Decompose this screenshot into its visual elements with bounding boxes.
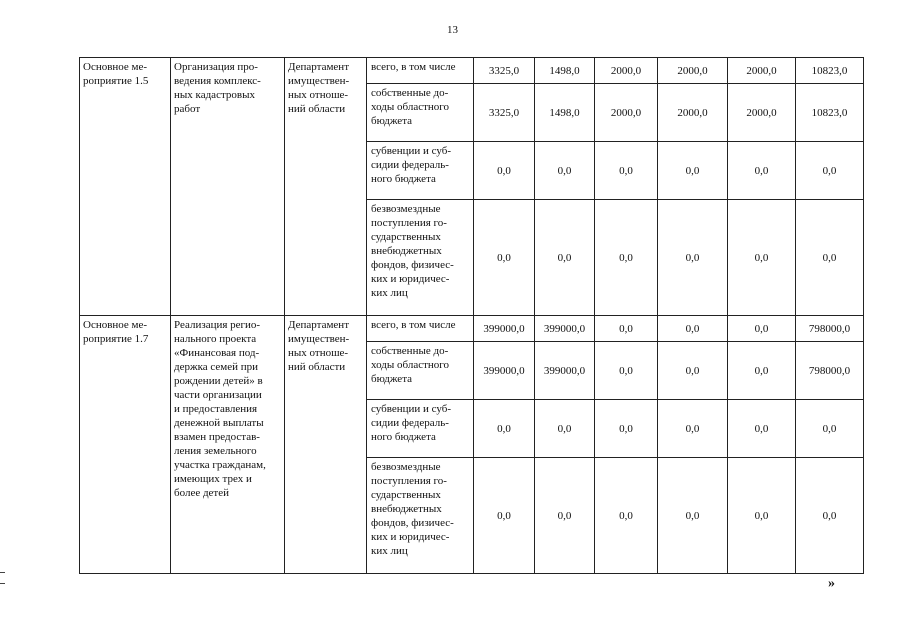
amount-cell: 399000,0 — [535, 342, 595, 400]
amount-cell: 0,0 — [728, 342, 796, 400]
amount-cell: 0,0 — [796, 458, 864, 574]
amount-cell: 0,0 — [796, 200, 864, 316]
funding-source-cell: собственные до- ходы областного бюджета — [367, 84, 474, 142]
amount-cell: 3325,0 — [474, 84, 535, 142]
amount-cell: 0,0 — [728, 400, 796, 458]
page-number: 13 — [447, 24, 458, 36]
amount-cell: 0,0 — [595, 400, 658, 458]
amount-cell: 0,0 — [658, 316, 728, 342]
amount-cell: 0,0 — [658, 200, 728, 316]
funding-source-cell: всего, в том числе — [367, 316, 474, 342]
executor-cell: Департамент имуществен- ных отноше- ний области — [285, 316, 367, 574]
table-row — [80, 316, 864, 342]
amount-cell: 2000,0 — [658, 84, 728, 142]
table-row — [80, 58, 864, 84]
amount-cell: 2000,0 — [658, 58, 728, 84]
amount-cell: 0,0 — [595, 316, 658, 342]
amount-cell: 10823,0 — [796, 84, 864, 142]
amount-cell: 1498,0 — [535, 84, 595, 142]
amount-cell: 0,0 — [658, 400, 728, 458]
amount-cell: 1498,0 — [535, 58, 595, 84]
measure-name-cell: Организация про- ведения комплекс- ных кадастровых работ — [171, 58, 285, 316]
amount-cell: 0,0 — [728, 200, 796, 316]
amount-cell: 399000,0 — [474, 316, 535, 342]
amount-cell: 0,0 — [796, 400, 864, 458]
margin-mark — [0, 583, 5, 584]
amount-cell: 0,0 — [535, 458, 595, 574]
measure-name-cell: Реализация регио- нального проекта «Финансовая под- держка семей при рождении детей» в части организации и предоставления денежной выплаты взамен предостав- ления земельного участка гражданам, имеющих трех и более детей — [171, 316, 285, 574]
amount-cell: 2000,0 — [728, 58, 796, 84]
funding-source-cell: субвенции и суб- сидии федераль- ного бюджета — [367, 400, 474, 458]
measure-cell: Основное ме- роприятие 1.7 — [80, 316, 171, 574]
amount-cell: 0,0 — [535, 142, 595, 200]
budget-table-body — [80, 58, 864, 574]
amount-cell: 0,0 — [474, 200, 535, 316]
closing-quote: » — [828, 576, 835, 591]
executor-cell: Департамент имуществен- ных отноше- ний области — [285, 58, 367, 316]
amount-cell: 798000,0 — [796, 342, 864, 400]
amount-cell: 0,0 — [595, 342, 658, 400]
funding-source-cell: всего, в том числе — [367, 58, 474, 84]
amount-cell: 0,0 — [474, 458, 535, 574]
measure-cell: Основное ме- роприятие 1.5 — [80, 58, 171, 316]
funding-source-cell: собственные до- ходы областного бюджета — [367, 342, 474, 400]
amount-cell: 3325,0 — [474, 58, 535, 84]
amount-cell: 0,0 — [658, 458, 728, 574]
amount-cell: 0,0 — [728, 458, 796, 574]
amount-cell: 0,0 — [474, 142, 535, 200]
funding-source-cell: безвозмездные поступления го- сударственных внебюджетных фондов, физичес- ких и юридичес- ких лиц — [367, 458, 474, 574]
amount-cell: 0,0 — [595, 200, 658, 316]
amount-cell: 2000,0 — [595, 84, 658, 142]
margin-mark — [0, 572, 5, 573]
budget-table — [79, 57, 864, 574]
amount-cell: 798000,0 — [796, 316, 864, 342]
amount-cell: 2000,0 — [595, 58, 658, 84]
amount-cell: 0,0 — [728, 316, 796, 342]
amount-cell: 0,0 — [474, 400, 535, 458]
amount-cell: 0,0 — [658, 142, 728, 200]
amount-cell: 399000,0 — [474, 342, 535, 400]
amount-cell: 0,0 — [796, 142, 864, 200]
funding-source-cell: субвенции и суб- сидии федераль- ного бюджета — [367, 142, 474, 200]
amount-cell: 399000,0 — [535, 316, 595, 342]
amount-cell: 0,0 — [535, 200, 595, 316]
amount-cell: 2000,0 — [728, 84, 796, 142]
amount-cell: 0,0 — [535, 400, 595, 458]
amount-cell: 0,0 — [595, 142, 658, 200]
amount-cell: 10823,0 — [796, 58, 864, 84]
funding-source-cell: безвозмездные поступления го- сударственных внебюджетных фондов, физичес- ких и юридичес- ких лиц — [367, 200, 474, 316]
amount-cell: 0,0 — [595, 458, 658, 574]
amount-cell: 0,0 — [658, 342, 728, 400]
amount-cell: 0,0 — [728, 142, 796, 200]
